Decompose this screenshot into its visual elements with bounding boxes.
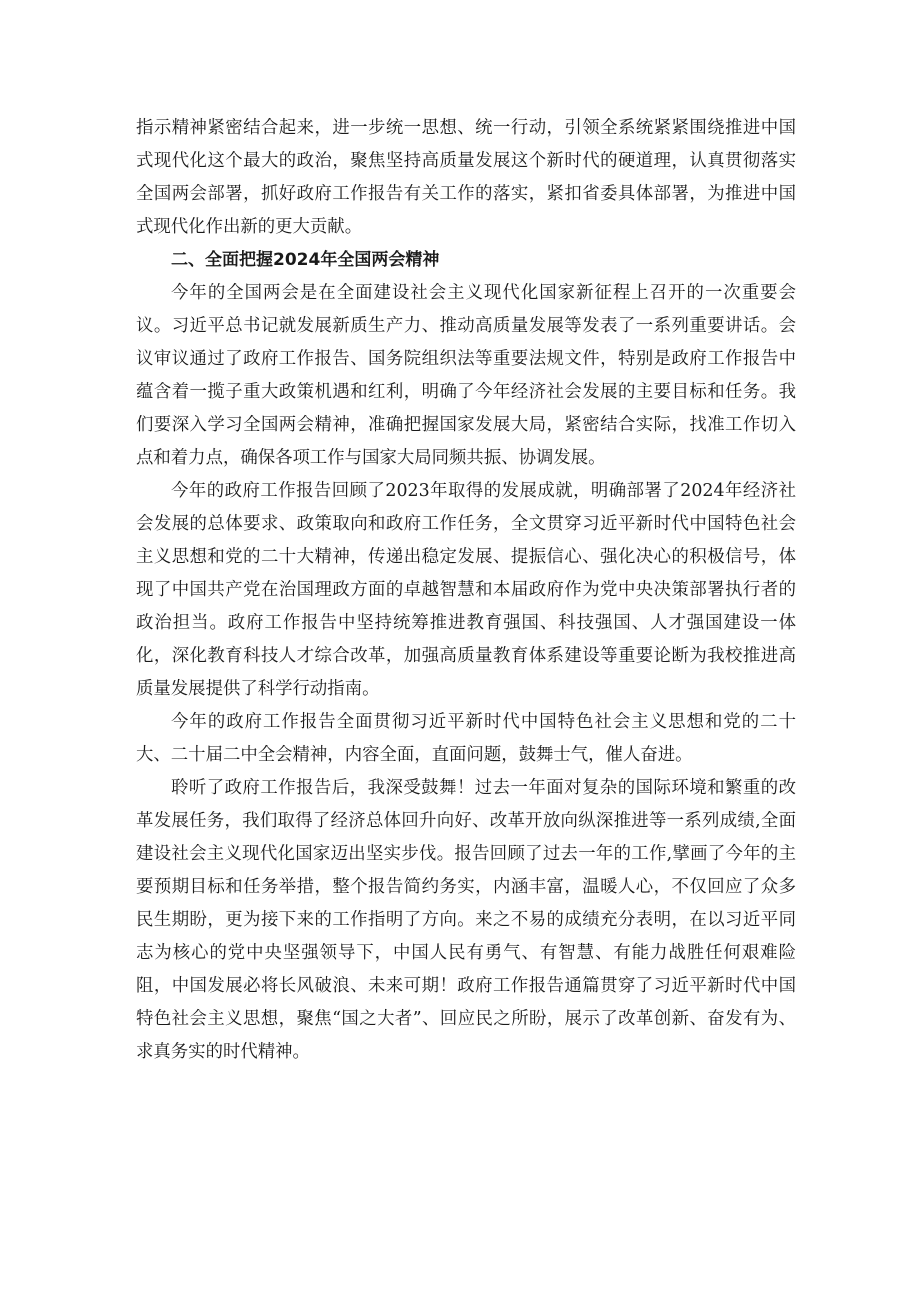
paragraph-two-sessions: 今年的全国两会是在全面建设社会主义现代化国家新征程上召开的一次重要会议。习近平总书记就发展新质生产力、推动高质量发展等发表了一系列重要讲话。会议审议通过了政府工作报告、国务院组织法等重要法规文件，特别是政府工作报告中蕴含着一揽子重大政策机遇和红利，明确了今年经济社会发展的主要目标和任务。我们要深入学习全国两会精神，准确把握国家发展大局，紧密结合实际，找准工作切入点和着力点，确保各项工作与国家大局同频共振、协调发展。 — [136, 283, 796, 468]
section-heading: 二、全面把握2024年全国两会精神 — [171, 250, 440, 270]
paragraph-continuation: 指示精神紧密结合起来，进一步统一思想、统一行动，引领全系统紧紧围绕推进中国式现代化这个最大的政治，聚焦坚持高质量发展这个新时代的硬道理，认真贯彻落实全国两会部署，抓好政府工作报告有关工作的落实，紧扣省委具体部署，为推进中国式现代化作出新的更大贡献。 — [136, 118, 796, 237]
document-page — [136, 112, 796, 1069]
paragraph-report-spirit: 今年的政府工作报告全面贯彻习近平新时代中国特色社会主义思想和党的二十大、二十届二中全会精神，内容全面，直面问题，鼓舞士气，催人奋进。 — [136, 712, 796, 765]
paragraph-reflection: 聆听了政府工作报告后，我深受鼓舞！过去一年面对复杂的国际环境和繁重的改革发展任务，我们取得了经济总体回升向好、改革开放向纵深推进等一系列成绩,全面建设社会主义现代化国家迈出坚实步伐。报告回顾了过去一年的工作,擘画了今年的主要预期目标和任务举措，整个报告简约务实，内涵丰富，温暖人心，不仅回应了众多民生期盼，更为接下来的工作指明了方向。来之不易的成绩充分表明，在以习近平同志为核心的党中央坚强领导下，中国人民有勇气、有智慧、有能力战胜任何艰难险阻，中国发展必将长风破浪、未来可期！政府工作报告通篇贯穿了习近平新时代中国特色社会主义思想，聚焦“国之大者”、回应民之所盼，展示了改革创新、奋发有为、求真务实的时代精神。 — [136, 778, 796, 1062]
paragraph-report-review: 今年的政府工作报告回顾了2023年取得的发展成就，明确部署了2024年经济社会发展的总体要求、政策取向和政府工作任务，全文贯穿习近平新时代中国特色社会主义思想和党的二十大精神，传递出稳定发展、提振信心、强化决心的积极信号，体现了中国共产党在治国理政方面的卓越智慧和本届政府作为党中央决策部署执行者的政治担当。政府工作报告中坚持统筹推进教育强国、科技强国、人才强国建设一体化，深化教育科技人才综合改革，加强高质量教育体系建设等重要论断为我校推进高质量发展提供了科学行动指南。 — [136, 481, 796, 699]
